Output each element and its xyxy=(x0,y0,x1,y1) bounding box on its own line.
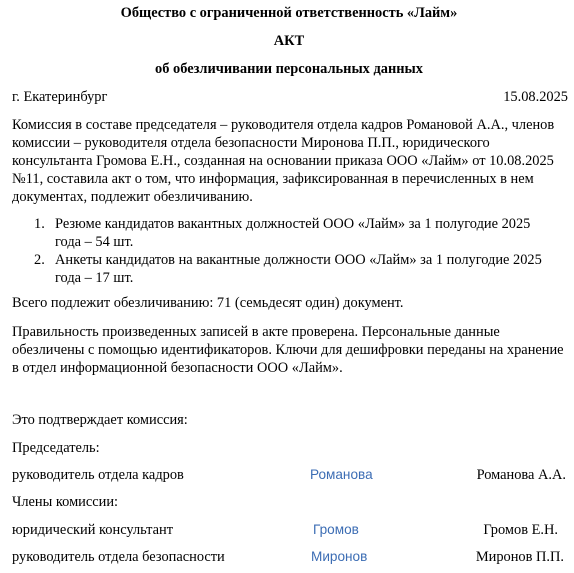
list-item-text: Резюме кандидатов вакантных должностей ООО «Лайм» за 1 полугодие 2025 года – 54 шт. xyxy=(55,216,531,250)
chair-label: Председатель: xyxy=(12,440,100,456)
company-title: Общество с ограниченной ответственность «Лайм» xyxy=(120,5,458,21)
chair-signature-row xyxy=(12,467,566,485)
city: г. Екатеринбург xyxy=(12,89,108,105)
signer-name: Миронов П.П. xyxy=(475,549,564,565)
member-signature-row xyxy=(12,549,566,567)
signer-name: Романова А.А. xyxy=(476,467,566,483)
list-item-text: Анкеты кандидатов на вакантные должности ООО «Лайм» за 1 полугодие 2025 года – 17 шт. xyxy=(55,252,542,286)
handwritten-signature: Громов xyxy=(313,522,359,537)
verification-paragraph: Правильность произведенных записей в акте проверена. Персональные данные обезличены с помощью идентификаторов. Ключи для дешифровки переданы на хранение в отдел информационной безопасности ООО «Лайм». xyxy=(12,324,564,376)
members-label: Члены комиссии: xyxy=(12,494,119,510)
document-type-title: АКТ xyxy=(273,33,305,49)
total-statement: Всего подлежит обезличиванию: 71 (семьдесят один) документ. xyxy=(12,295,404,311)
handwritten-signature: Романова xyxy=(310,467,373,482)
document-date: 15.08.2025 xyxy=(503,89,568,105)
list-item-number: 1. xyxy=(34,216,45,232)
commission-confirmation: Это подтверждает комиссия: xyxy=(12,412,188,428)
intro-paragraph: Комиссия в составе председателя – руководителя отдела кадров Романовой А.А., членов комиссии – руководителя отдела безопасности Миронова П.П., юридического консультанта Громова Е.Н., созданная на основании приказа ООО «Лайм» от 10.08.2025 №11, составила акт о том, что информация, зафиксированная в перечисленных в нем документах, подлежит обезличиванию. xyxy=(12,117,555,205)
signer-role: руководитель отдела кадров xyxy=(12,467,184,483)
signer-name: Громов Е.Н. xyxy=(483,522,558,538)
signer-role: юридический консультант xyxy=(12,522,173,538)
handwritten-signature: Миронов xyxy=(311,549,368,564)
signer-role: руководитель отдела безопасности xyxy=(12,549,225,565)
list-item-number: 2. xyxy=(34,252,45,268)
member-signature-row xyxy=(12,522,566,540)
document-subject-title: об обезличивании персональных данных xyxy=(155,61,423,77)
